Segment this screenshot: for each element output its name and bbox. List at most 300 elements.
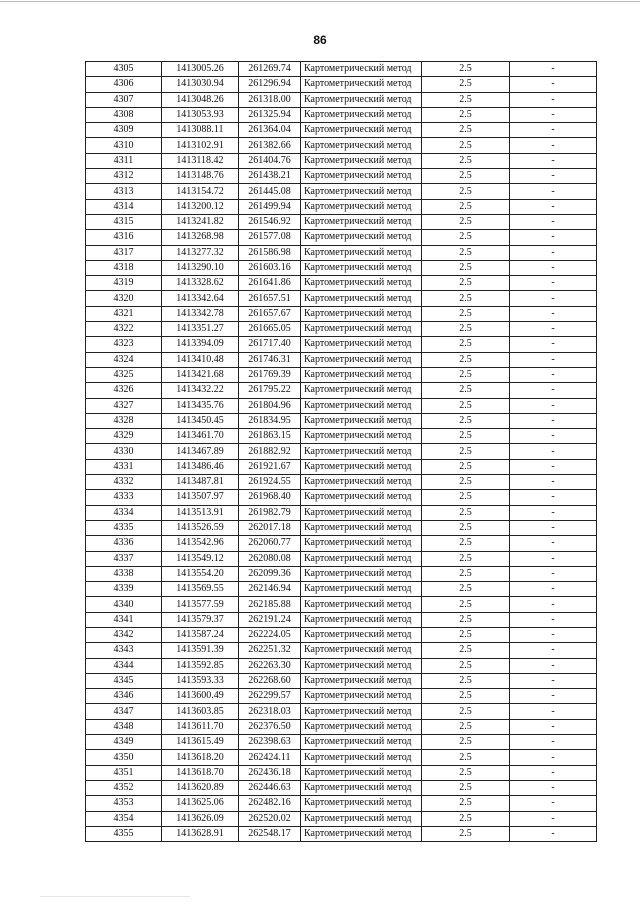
method-cell: Картометрический метод [301, 750, 422, 765]
y-coordinate-cell: 261924.55 [239, 475, 301, 490]
note-cell: - [510, 62, 597, 77]
y-coordinate-cell: 261863.15 [239, 429, 301, 444]
y-coordinate-cell: 262185.88 [239, 597, 301, 612]
x-coordinate-cell: 1413102.91 [162, 138, 239, 153]
point-number-cell: 4318 [86, 260, 162, 275]
y-coordinate-cell: 262017.18 [239, 520, 301, 535]
accuracy-cell: 2.5 [422, 765, 510, 780]
note-cell: - [510, 750, 597, 765]
accuracy-cell: 2.5 [422, 77, 510, 92]
point-number-cell: 4349 [86, 735, 162, 750]
accuracy-cell: 2.5 [422, 245, 510, 260]
y-coordinate-cell: 261364.04 [239, 123, 301, 138]
point-number-cell: 4331 [86, 459, 162, 474]
point-number-cell: 4355 [86, 826, 162, 841]
method-cell: Картометрический метод [301, 673, 422, 688]
method-cell: Картометрический метод [301, 62, 422, 77]
y-coordinate-cell: 261577.08 [239, 230, 301, 245]
accuracy-cell: 2.5 [422, 138, 510, 153]
note-cell: - [510, 367, 597, 382]
x-coordinate-cell: 1413618.20 [162, 750, 239, 765]
y-coordinate-cell: 262299.57 [239, 689, 301, 704]
note-cell: - [510, 643, 597, 658]
x-coordinate-cell: 1413053.93 [162, 107, 239, 122]
table-row [86, 811, 597, 826]
note-cell: - [510, 352, 597, 367]
y-coordinate-cell: 261382.66 [239, 138, 301, 153]
method-cell: Картометрический метод [301, 107, 422, 122]
table-row [86, 77, 597, 92]
x-coordinate-cell: 1413620.89 [162, 780, 239, 795]
method-cell: Картометрический метод [301, 92, 422, 107]
x-coordinate-cell: 1413200.12 [162, 199, 239, 214]
accuracy-cell: 2.5 [422, 306, 510, 321]
accuracy-cell: 2.5 [422, 719, 510, 734]
x-coordinate-cell: 1413542.96 [162, 536, 239, 551]
x-coordinate-cell: 1413277.32 [162, 245, 239, 260]
method-cell: Картометрический метод [301, 780, 422, 795]
x-coordinate-cell: 1413088.11 [162, 123, 239, 138]
coordinates-table-body [86, 62, 597, 842]
note-cell: - [510, 429, 597, 444]
method-cell: Картометрический метод [301, 77, 422, 92]
table-row [86, 704, 597, 719]
y-coordinate-cell: 261795.22 [239, 383, 301, 398]
page-number: 86 [313, 33, 327, 47]
note-cell: - [510, 597, 597, 612]
method-cell: Картометрический метод [301, 566, 422, 581]
point-number-cell: 4344 [86, 658, 162, 673]
x-coordinate-cell: 1413486.46 [162, 459, 239, 474]
note-cell: - [510, 566, 597, 581]
point-number-cell: 4316 [86, 230, 162, 245]
accuracy-cell: 2.5 [422, 107, 510, 122]
x-coordinate-cell: 1413587.24 [162, 627, 239, 642]
x-coordinate-cell: 1413626.09 [162, 811, 239, 826]
method-cell: Картометрический метод [301, 367, 422, 382]
note-cell: - [510, 291, 597, 306]
x-coordinate-cell: 1413342.78 [162, 306, 239, 321]
y-coordinate-cell: 262318.03 [239, 704, 301, 719]
table-row [86, 459, 597, 474]
x-coordinate-cell: 1413154.72 [162, 184, 239, 199]
y-coordinate-cell: 262191.24 [239, 612, 301, 627]
note-cell: - [510, 153, 597, 168]
note-cell: - [510, 276, 597, 291]
note-cell: - [510, 459, 597, 474]
table-row [86, 62, 597, 77]
point-number-cell: 4353 [86, 796, 162, 811]
note-cell: - [510, 551, 597, 566]
point-number-cell: 4340 [86, 597, 162, 612]
method-cell: Картометрический метод [301, 245, 422, 260]
accuracy-cell: 2.5 [422, 658, 510, 673]
x-coordinate-cell: 1413118.42 [162, 153, 239, 168]
note-cell: - [510, 796, 597, 811]
y-coordinate-cell: 261882.92 [239, 444, 301, 459]
y-coordinate-cell: 261445.08 [239, 184, 301, 199]
point-number-cell: 4330 [86, 444, 162, 459]
point-number-cell: 4321 [86, 306, 162, 321]
point-number-cell: 4337 [86, 551, 162, 566]
table-row [86, 505, 597, 520]
method-cell: Картометрический метод [301, 735, 422, 750]
x-coordinate-cell: 1413593.33 [162, 673, 239, 688]
accuracy-cell: 2.5 [422, 551, 510, 566]
y-coordinate-cell: 262099.36 [239, 566, 301, 581]
note-cell: - [510, 627, 597, 642]
accuracy-cell: 2.5 [422, 796, 510, 811]
y-coordinate-cell: 262436.18 [239, 765, 301, 780]
method-cell: Картометрический метод [301, 719, 422, 734]
note-cell: - [510, 260, 597, 275]
y-coordinate-cell: 262263.30 [239, 658, 301, 673]
accuracy-cell: 2.5 [422, 459, 510, 474]
accuracy-cell: 2.5 [422, 627, 510, 642]
method-cell: Картометрический метод [301, 704, 422, 719]
note-cell: - [510, 77, 597, 92]
accuracy-cell: 2.5 [422, 169, 510, 184]
table-row [86, 352, 597, 367]
method-cell: Картометрический метод [301, 383, 422, 398]
note-cell: - [510, 765, 597, 780]
note-cell: - [510, 306, 597, 321]
note-cell: - [510, 582, 597, 597]
point-number-cell: 4351 [86, 765, 162, 780]
method-cell: Картометрический метод [301, 689, 422, 704]
note-cell: - [510, 536, 597, 551]
accuracy-cell: 2.5 [422, 214, 510, 229]
method-cell: Картометрический метод [301, 627, 422, 642]
accuracy-cell: 2.5 [422, 536, 510, 551]
x-coordinate-cell: 1413526.59 [162, 520, 239, 535]
accuracy-cell: 2.5 [422, 490, 510, 505]
y-coordinate-cell: 261746.31 [239, 352, 301, 367]
x-coordinate-cell: 1413461.70 [162, 429, 239, 444]
point-number-cell: 4352 [86, 780, 162, 795]
note-cell: - [510, 673, 597, 688]
point-number-cell: 4334 [86, 505, 162, 520]
method-cell: Картометрический метод [301, 230, 422, 245]
accuracy-cell: 2.5 [422, 612, 510, 627]
y-coordinate-cell: 262080.08 [239, 551, 301, 566]
table-row [86, 245, 597, 260]
bottom-scan-line [40, 896, 190, 897]
point-number-cell: 4345 [86, 673, 162, 688]
point-number-cell: 4338 [86, 566, 162, 581]
note-cell: - [510, 704, 597, 719]
table-row [86, 582, 597, 597]
x-coordinate-cell: 1413591.39 [162, 643, 239, 658]
method-cell: Картометрический метод [301, 138, 422, 153]
y-coordinate-cell: 261546.92 [239, 214, 301, 229]
y-coordinate-cell: 261404.76 [239, 153, 301, 168]
accuracy-cell: 2.5 [422, 199, 510, 214]
table-row [86, 169, 597, 184]
y-coordinate-cell: 262520.02 [239, 811, 301, 826]
accuracy-cell: 2.5 [422, 62, 510, 77]
method-cell: Картометрический метод [301, 123, 422, 138]
x-coordinate-cell: 1413241.82 [162, 214, 239, 229]
accuracy-cell: 2.5 [422, 444, 510, 459]
method-cell: Картометрический метод [301, 352, 422, 367]
method-cell: Картометрический метод [301, 796, 422, 811]
method-cell: Картометрический метод [301, 429, 422, 444]
point-number-cell: 4319 [86, 276, 162, 291]
note-cell: - [510, 92, 597, 107]
accuracy-cell: 2.5 [422, 735, 510, 750]
x-coordinate-cell: 1413148.76 [162, 169, 239, 184]
y-coordinate-cell: 261325.94 [239, 107, 301, 122]
table-row [86, 643, 597, 658]
note-cell: - [510, 612, 597, 627]
y-coordinate-cell: 261318.00 [239, 92, 301, 107]
method-cell: Картометрический метод [301, 413, 422, 428]
accuracy-cell: 2.5 [422, 811, 510, 826]
y-coordinate-cell: 261921.67 [239, 459, 301, 474]
accuracy-cell: 2.5 [422, 383, 510, 398]
method-cell: Картометрический метод [301, 444, 422, 459]
accuracy-cell: 2.5 [422, 230, 510, 245]
table-row [86, 199, 597, 214]
point-number-cell: 4336 [86, 536, 162, 551]
method-cell: Картометрический метод [301, 597, 422, 612]
table-row [86, 765, 597, 780]
note-cell: - [510, 444, 597, 459]
x-coordinate-cell: 1413618.70 [162, 765, 239, 780]
table-row [86, 107, 597, 122]
accuracy-cell: 2.5 [422, 826, 510, 841]
y-coordinate-cell: 261269.74 [239, 62, 301, 77]
accuracy-cell: 2.5 [422, 780, 510, 795]
note-cell: - [510, 413, 597, 428]
point-number-cell: 4326 [86, 383, 162, 398]
x-coordinate-cell: 1413615.49 [162, 735, 239, 750]
y-coordinate-cell: 261968.40 [239, 490, 301, 505]
x-coordinate-cell: 1413507.97 [162, 490, 239, 505]
y-coordinate-cell: 262398.63 [239, 735, 301, 750]
method-cell: Картометрический метод [301, 169, 422, 184]
note-cell: - [510, 475, 597, 490]
point-number-cell: 4342 [86, 627, 162, 642]
point-number-cell: 4313 [86, 184, 162, 199]
point-number-cell: 4346 [86, 689, 162, 704]
point-number-cell: 4348 [86, 719, 162, 734]
method-cell: Картометрический метод [301, 582, 422, 597]
y-coordinate-cell: 261834.95 [239, 413, 301, 428]
note-cell: - [510, 184, 597, 199]
y-coordinate-cell: 262424.11 [239, 750, 301, 765]
x-coordinate-cell: 1413432.22 [162, 383, 239, 398]
method-cell: Картометрический метод [301, 153, 422, 168]
method-cell: Картометрический метод [301, 276, 422, 291]
point-number-cell: 4327 [86, 398, 162, 413]
note-cell: - [510, 214, 597, 229]
point-number-cell: 4350 [86, 750, 162, 765]
point-number-cell: 4354 [86, 811, 162, 826]
table-row [86, 306, 597, 321]
x-coordinate-cell: 1413005.26 [162, 62, 239, 77]
method-cell: Картометрический метод [301, 291, 422, 306]
point-number-cell: 4328 [86, 413, 162, 428]
point-number-cell: 4306 [86, 77, 162, 92]
point-number-cell: 4308 [86, 107, 162, 122]
x-coordinate-cell: 1413577.59 [162, 597, 239, 612]
method-cell: Картометрический метод [301, 199, 422, 214]
note-cell: - [510, 780, 597, 795]
note-cell: - [510, 490, 597, 505]
point-number-cell: 4325 [86, 367, 162, 382]
y-coordinate-cell: 261438.21 [239, 169, 301, 184]
point-number-cell: 4314 [86, 199, 162, 214]
y-coordinate-cell: 261641.86 [239, 276, 301, 291]
accuracy-cell: 2.5 [422, 505, 510, 520]
point-number-cell: 4332 [86, 475, 162, 490]
accuracy-cell: 2.5 [422, 398, 510, 413]
method-cell: Картометрический метод [301, 322, 422, 337]
accuracy-cell: 2.5 [422, 92, 510, 107]
note-cell: - [510, 230, 597, 245]
x-coordinate-cell: 1413513.91 [162, 505, 239, 520]
x-coordinate-cell: 1413579.37 [162, 612, 239, 627]
x-coordinate-cell: 1413342.64 [162, 291, 239, 306]
y-coordinate-cell: 262482.16 [239, 796, 301, 811]
table-row [86, 214, 597, 229]
table-row [86, 291, 597, 306]
point-number-cell: 4323 [86, 337, 162, 352]
y-coordinate-cell: 261717.40 [239, 337, 301, 352]
point-number-cell: 4324 [86, 352, 162, 367]
table-row [86, 566, 597, 581]
table-row [86, 597, 597, 612]
table-row [86, 337, 597, 352]
point-number-cell: 4317 [86, 245, 162, 260]
x-coordinate-cell: 1413554.20 [162, 566, 239, 581]
x-coordinate-cell: 1413549.12 [162, 551, 239, 566]
table-row [86, 138, 597, 153]
point-number-cell: 4333 [86, 490, 162, 505]
point-number-cell: 4305 [86, 62, 162, 77]
accuracy-cell: 2.5 [422, 475, 510, 490]
method-cell: Картометрический метод [301, 658, 422, 673]
method-cell: Картометрический метод [301, 505, 422, 520]
x-coordinate-cell: 1413611.70 [162, 719, 239, 734]
x-coordinate-cell: 1413569.55 [162, 582, 239, 597]
y-coordinate-cell: 262446.63 [239, 780, 301, 795]
accuracy-cell: 2.5 [422, 582, 510, 597]
x-coordinate-cell: 1413435.76 [162, 398, 239, 413]
accuracy-cell: 2.5 [422, 597, 510, 612]
table-row [86, 475, 597, 490]
note-cell: - [510, 689, 597, 704]
x-coordinate-cell: 1413048.26 [162, 92, 239, 107]
y-coordinate-cell: 261296.94 [239, 77, 301, 92]
x-coordinate-cell: 1413410.48 [162, 352, 239, 367]
x-coordinate-cell: 1413487.81 [162, 475, 239, 490]
table-row [86, 490, 597, 505]
method-cell: Картометрический метод [301, 306, 422, 321]
accuracy-cell: 2.5 [422, 520, 510, 535]
y-coordinate-cell: 261586.98 [239, 245, 301, 260]
accuracy-cell: 2.5 [422, 689, 510, 704]
point-number-cell: 4307 [86, 92, 162, 107]
point-number-cell: 4320 [86, 291, 162, 306]
point-number-cell: 4341 [86, 612, 162, 627]
method-cell: Картометрический метод [301, 536, 422, 551]
accuracy-cell: 2.5 [422, 352, 510, 367]
note-cell: - [510, 123, 597, 138]
point-number-cell: 4329 [86, 429, 162, 444]
x-coordinate-cell: 1413351.27 [162, 322, 239, 337]
table-row [86, 796, 597, 811]
method-cell: Картометрический метод [301, 398, 422, 413]
accuracy-cell: 2.5 [422, 643, 510, 658]
x-coordinate-cell: 1413603.85 [162, 704, 239, 719]
table-row [86, 367, 597, 382]
method-cell: Картометрический метод [301, 643, 422, 658]
note-cell: - [510, 337, 597, 352]
note-cell: - [510, 138, 597, 153]
y-coordinate-cell: 261657.51 [239, 291, 301, 306]
method-cell: Картометрический метод [301, 459, 422, 474]
y-coordinate-cell: 262376.50 [239, 719, 301, 734]
note-cell: - [510, 520, 597, 535]
accuracy-cell: 2.5 [422, 704, 510, 719]
note-cell: - [510, 505, 597, 520]
note-cell: - [510, 322, 597, 337]
x-coordinate-cell: 1413600.49 [162, 689, 239, 704]
table-row [86, 780, 597, 795]
accuracy-cell: 2.5 [422, 184, 510, 199]
y-coordinate-cell: 261657.67 [239, 306, 301, 321]
point-number-cell: 4335 [86, 520, 162, 535]
method-cell: Картометрический метод [301, 260, 422, 275]
accuracy-cell: 2.5 [422, 673, 510, 688]
y-coordinate-cell: 262224.05 [239, 627, 301, 642]
note-cell: - [510, 658, 597, 673]
note-cell: - [510, 719, 597, 734]
note-cell: - [510, 107, 597, 122]
method-cell: Картометрический метод [301, 490, 422, 505]
y-coordinate-cell: 262060.77 [239, 536, 301, 551]
accuracy-cell: 2.5 [422, 291, 510, 306]
method-cell: Картометрический метод [301, 811, 422, 826]
y-coordinate-cell: 262251.32 [239, 643, 301, 658]
note-cell: - [510, 735, 597, 750]
method-cell: Картометрический метод [301, 551, 422, 566]
table-row [86, 627, 597, 642]
y-coordinate-cell: 261665.05 [239, 322, 301, 337]
point-number-cell: 4312 [86, 169, 162, 184]
note-cell: - [510, 826, 597, 841]
accuracy-cell: 2.5 [422, 260, 510, 275]
table-row [86, 322, 597, 337]
table-row [86, 383, 597, 398]
table-row [86, 536, 597, 551]
table-row [86, 444, 597, 459]
table-row [86, 520, 597, 535]
y-coordinate-cell: 261499.94 [239, 199, 301, 214]
x-coordinate-cell: 1413450.45 [162, 413, 239, 428]
x-coordinate-cell: 1413328.62 [162, 276, 239, 291]
table-row [86, 826, 597, 841]
accuracy-cell: 2.5 [422, 337, 510, 352]
note-cell: - [510, 811, 597, 826]
accuracy-cell: 2.5 [422, 750, 510, 765]
top-scan-line [0, 1, 640, 2]
y-coordinate-cell: 262548.17 [239, 826, 301, 841]
note-cell: - [510, 245, 597, 260]
